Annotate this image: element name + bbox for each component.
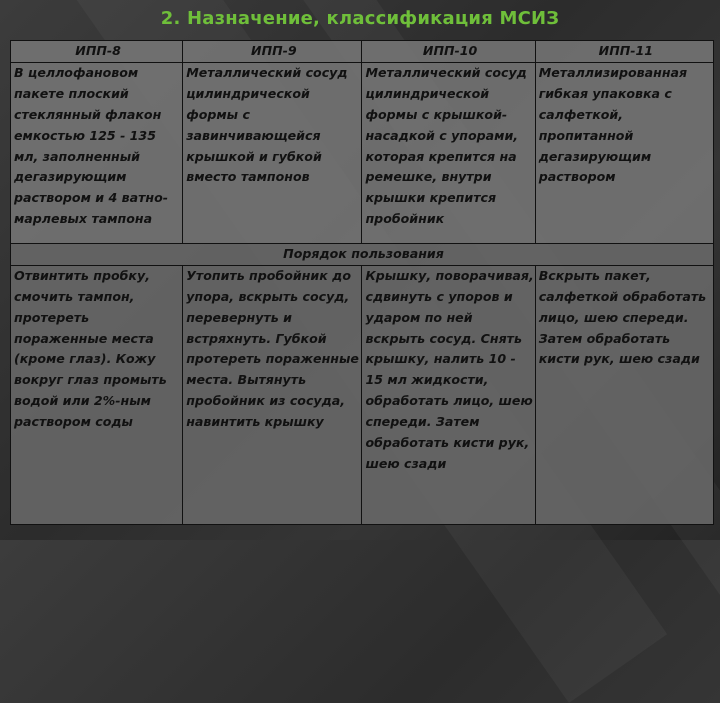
usage-ipp11: Вскрыть пакет, салфеткой обработать лицо, шею спереди. Затем обработать кисти рук, шею сзади — [535, 265, 713, 524]
comparison-table — [10, 40, 714, 538]
usage-ipp9: Утопить пробойник до упора, вскрыть сосуд, перевернуть и встряхнуть. Губкой протереть пораженные места. Вытянуть пробойник из сосуда, навинтить крышку — [183, 265, 362, 524]
description-row — [11, 62, 714, 243]
header-row — [11, 41, 714, 63]
usage-row — [11, 265, 714, 524]
description-ipp9: Металлический сосуд цилиндрической формы с завинчивающейся крышкой и губкой вместо тампонов — [183, 62, 362, 243]
section-header-row — [11, 243, 714, 265]
description-ipp11: Металлизированная гибкая упаковка с салфеткой, пропитанной дегазирующим раствором — [535, 62, 713, 243]
usage-ipp10: Крышку, поворачивая, сдвинуть с упоров и ударом по ней вскрыть сосуд. Снять крышку, налить 10 - 15 мл жидкости, обработать лицо, шею спереди. Затем обработать кисти рук, шею сзади — [362, 265, 535, 524]
slide-title: 2. Назначение, классификация МСИЗ — [160, 8, 560, 29]
header-ipp10: ИПП-10 — [362, 41, 535, 63]
header-ipp11: ИПП-11 — [535, 41, 713, 63]
description-ipp10: Металлический сосуд цилиндрической формы с крышкой-насадкой с упорами, которая крепится на ремешке, внутри крышки крепится пробойник — [362, 62, 535, 243]
header-ipp9: ИПП-9 — [183, 41, 362, 63]
header-ipp8: ИПП-8 — [11, 41, 183, 63]
section-title: Порядок пользования — [11, 243, 714, 265]
usage-ipp8: Отвинтить пробку, смочить тампон, протереть пораженные места (кроме глаз). Кожу вокруг глаз промыть водой или 2%-ным раствором соды — [11, 265, 183, 524]
description-ipp8: В целлофановом пакете плоский стеклянный флакон емкостью 125 - 135 мл, заполненный дегазирующим раствором и 4 ватно-марлевых тампона — [11, 62, 183, 243]
